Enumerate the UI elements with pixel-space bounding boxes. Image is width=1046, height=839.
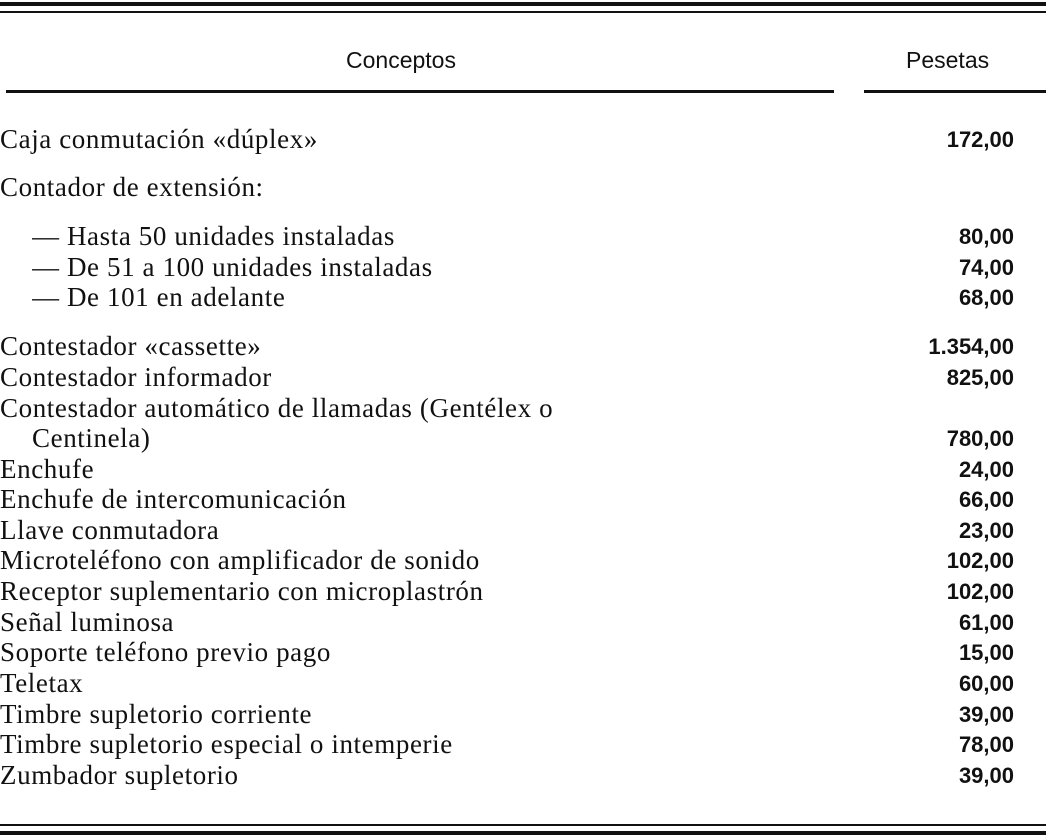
row-concept-text: — De 101 en adelante — [32, 282, 295, 312]
row-price: 60,00 — [958, 671, 1014, 696]
row-price: 39,00 — [958, 702, 1014, 727]
row-concept-text: Microteléfono con amplificador de sonido — [0, 545, 490, 575]
header-concepts: Conceptos — [346, 47, 456, 73]
table-row — [0, 393, 1046, 424]
row-concept-text: — Hasta 50 unidades instaladas — [32, 221, 405, 251]
row-price: 66,00 — [958, 487, 1014, 512]
table-row — [0, 760, 1046, 791]
table-row — [0, 362, 1046, 393]
row-concept — [0, 637, 834, 668]
row-concept — [0, 607, 834, 638]
row-price: 80,00 — [958, 224, 1014, 249]
table-row — [0, 607, 1046, 638]
row-price: 780,00 — [946, 426, 1014, 451]
row-concept-text: Receptor suplementario con microplastrón — [0, 576, 494, 606]
bottom-rule-thick — [0, 831, 1046, 835]
row-concept-text: Zumbador supletorio — [0, 760, 249, 790]
table-row — [0, 172, 1046, 203]
row-concept — [0, 172, 834, 203]
row-concept — [32, 252, 834, 283]
row-price: 102,00 — [946, 548, 1014, 573]
row-price: 68,00 — [958, 285, 1014, 310]
row-price: 825,00 — [946, 365, 1014, 390]
row-concept-text: Teletax — [0, 668, 93, 698]
row-price: 78,00 — [958, 732, 1014, 757]
row-concept — [32, 282, 834, 313]
row-concept — [0, 484, 834, 515]
row-concept-text: Contador de extensión: — [0, 172, 274, 202]
row-concept — [0, 699, 834, 730]
row-concept — [0, 393, 834, 424]
row-price: 172,00 — [946, 127, 1014, 152]
row-concept — [0, 668, 834, 699]
row-concept-text: Enchufe de intercomunicación — [0, 484, 357, 514]
row-price: 61,00 — [958, 610, 1014, 635]
header-prices: Pesetas — [906, 47, 990, 73]
table-row — [0, 124, 1046, 155]
row-concept-text: Enchufe — [0, 454, 104, 484]
table-row — [0, 668, 1046, 699]
table-row — [0, 423, 1046, 454]
row-price: 1.354,00 — [928, 334, 1014, 359]
table-row — [0, 282, 1046, 313]
row-concept — [32, 423, 834, 454]
row-price: 102,00 — [946, 579, 1014, 604]
row-concept-text: Timbre supletorio corriente — [0, 699, 322, 729]
row-concept — [0, 515, 834, 546]
row-price: 23,00 — [958, 518, 1014, 543]
row-concept-text: Contestador «cassette» — [0, 331, 271, 361]
row-concept-text: Timbre supletorio especial o intemperie — [0, 729, 463, 759]
row-concept — [0, 576, 834, 607]
row-concept-text: Contestador automático de llamadas (Gentélex o — [0, 393, 563, 423]
row-concept — [0, 545, 834, 576]
row-concept — [32, 221, 834, 252]
table-row — [0, 484, 1046, 515]
table-row — [0, 454, 1046, 485]
table-row — [0, 331, 1046, 362]
table-row — [0, 576, 1046, 607]
top-rule-thick — [0, 2, 1046, 6]
header-rule-concepts — [6, 90, 834, 93]
table-row — [0, 221, 1046, 252]
bottom-rule-thin — [0, 824, 1046, 826]
table-row — [0, 515, 1046, 546]
row-price: 24,00 — [958, 457, 1014, 482]
header-rule-prices — [864, 90, 1046, 93]
row-concept — [0, 362, 834, 393]
table-row — [0, 545, 1046, 576]
row-price: 39,00 — [958, 763, 1014, 788]
table-row — [0, 637, 1046, 668]
top-rule-thin — [0, 11, 1046, 13]
table-row — [0, 729, 1046, 760]
row-concept-text: Llave conmutadora — [0, 515, 229, 545]
row-price: 74,00 — [958, 255, 1014, 280]
row-concept-text: — De 51 a 100 unidades instaladas — [32, 252, 443, 282]
row-concept-text: Contestador informador — [0, 362, 282, 392]
row-concept-text: Caja conmutación «dúplex» — [0, 124, 328, 154]
row-price: 15,00 — [958, 640, 1014, 665]
row-concept — [0, 760, 834, 791]
table-row — [0, 699, 1046, 730]
table-row — [0, 252, 1046, 283]
row-concept — [0, 124, 834, 155]
row-concept-text: Centinela) — [32, 423, 160, 453]
row-concept — [0, 454, 834, 485]
row-concept — [0, 729, 834, 760]
row-concept-text: Señal luminosa — [0, 607, 184, 637]
row-concept — [0, 331, 834, 362]
row-concept-text: Soporte teléfono previo pago — [0, 637, 341, 667]
